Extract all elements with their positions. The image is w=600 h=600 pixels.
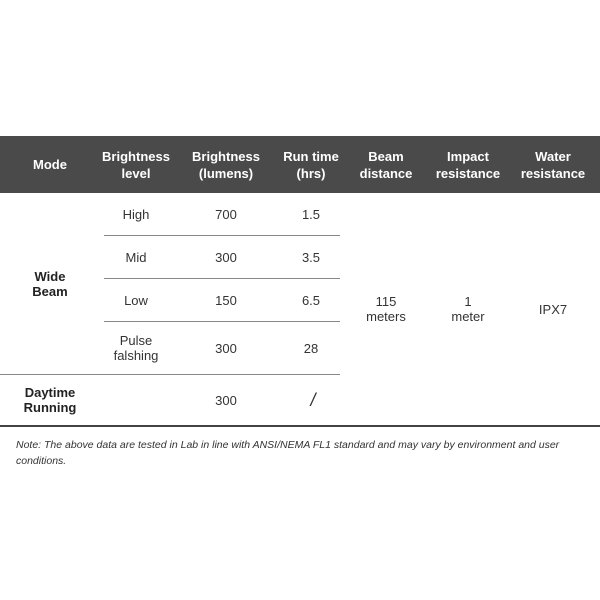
mode-text: Wide [34,268,66,284]
runtime-text: 28 [303,340,319,356]
level-text: Low [124,292,148,308]
lumens-cell [186,279,266,321]
level-cell [100,322,172,374]
lumens-cell [186,193,266,235]
header-text: resistance [435,165,501,181]
runtime-cell [276,279,346,321]
runtime-cell [276,193,346,235]
header-mode [0,136,100,193]
header-text: Brightness [102,148,170,164]
beam-distance-cell [352,193,420,425]
header-impact-resistance [428,136,508,193]
mode-text: Running [23,400,77,415]
lumens-text: 700 [215,206,237,222]
impact-text: meter [451,309,485,324]
runtime-text: / [310,389,316,410]
water-text: IPX7 [538,301,568,317]
lumens-cell [186,236,266,278]
mode-text: Beam [32,283,68,299]
header-brightness-level [100,136,172,193]
runtime-text: 6.5 [301,292,321,308]
footnote: Note: The above data are tested in Lab in line with ANSI/NEMA FL1 standard and may vary by environment and user conditions. [16,439,560,467]
runtime-cell [278,375,348,425]
lumens-cell [186,322,266,374]
beam-text: meters [366,309,406,324]
mode-wide-beam [0,193,100,374]
runtime-text: 3.5 [301,249,321,265]
level-text: Pulse [119,333,153,348]
water-resistance-cell [513,193,593,425]
header-text: Water [535,148,571,164]
table-bottom-border [0,425,600,427]
impact-text: 1 [464,294,472,309]
lumens-text: 300 [215,249,237,265]
runtime-text: 1.5 [301,206,321,222]
header-text: distance [359,165,413,181]
runtime-cell [276,322,346,374]
header-text: (lumens) [198,165,254,181]
header-text: level [121,165,151,181]
beam-text: 115 [375,294,397,309]
mode-daytime-running [0,375,100,425]
header-text: Brightness [192,148,260,164]
header-brightness-lumens [186,136,266,193]
lumens-text: 150 [215,292,237,308]
header-text: (hrs) [296,165,326,181]
level-text: High [122,206,150,222]
table-header [0,136,600,193]
header-water-resistance [513,136,593,193]
header-text: Impact [447,148,489,164]
lumens-cell [186,375,266,425]
header-text: resistance [520,165,586,181]
header-text: Beam [368,148,404,164]
header-mode-text: Mode [33,157,67,172]
runtime-cell [276,236,346,278]
level-text: falshing [113,348,159,363]
header-run-time [276,136,346,193]
header-beam-distance [352,136,420,193]
mode-text: Daytime [24,385,76,400]
impact-resistance-cell [428,193,508,425]
level-cell [100,236,172,278]
level-text: Mid [125,249,147,265]
header-text: Run time [283,148,339,164]
lumens-text: 300 [215,392,237,408]
level-cell [100,279,172,321]
level-cell [100,193,172,235]
lumens-text: 300 [215,340,237,356]
